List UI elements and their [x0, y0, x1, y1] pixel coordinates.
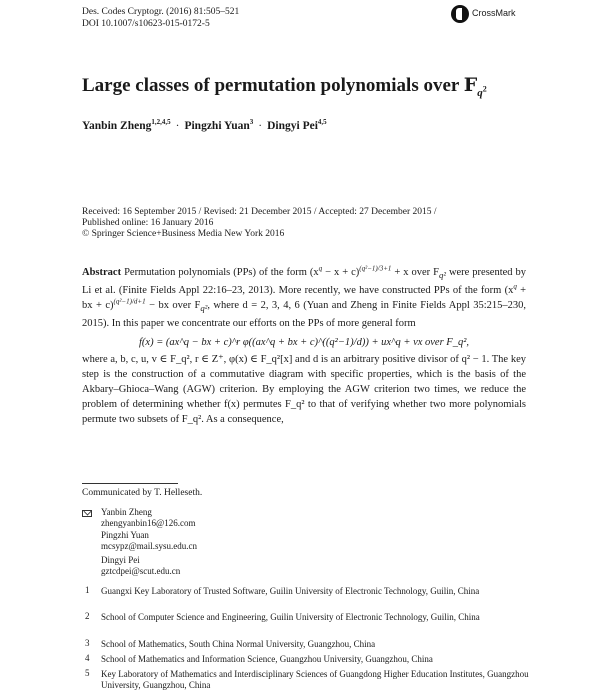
- doi[interactable]: DOI 10.1007/s10623-015-0172-5: [82, 19, 210, 29]
- affiliation-text: School of Computer Science and Engineering, Guilin University of Electronic Technology, Guilin, China: [101, 612, 480, 622]
- author-name: Pingzhi Yuan: [184, 120, 250, 132]
- footnote-divider: [82, 483, 178, 484]
- paper-title: Large classes of permutation polynomials over $F_{q^2}$: [82, 74, 487, 99]
- affiliation-text: School of Mathematics, South China Normal University, Guangzhou, China: [101, 639, 376, 649]
- journal-citation: Des. Codes Cryptogr. (2016) 81:505–521: [82, 7, 240, 17]
- publication-dates: Received: 16 September 2015 / Revised: 21 December 2015 / Accepted: 27 December 2015 / Published online: 16 January 2016 © Springer Science+Business Media New York 2016: [82, 207, 437, 239]
- affiliation-number: 3: [85, 638, 90, 648]
- envelope-icon: [82, 510, 92, 517]
- communicated-by: Communicated by T. Helleseth.: [82, 488, 203, 498]
- email-link[interactable]: zhengyanbin16@126.com: [101, 518, 196, 528]
- affiliation-text: School of Mathematics and Information Science, Guangzhou University, Guangzhou, China: [101, 654, 433, 664]
- contact-entry: Dingyi Pei gztcdpei@scut.edu.cn: [101, 555, 181, 576]
- email-link[interactable]: mcsypz@mail.sysu.edu.cn: [101, 541, 198, 551]
- abstract: Abstract Permutation polynomials (PPs) of the form $(x^q - x + c)^{(q^2-1)/3+1} + x$ over $F_{q^2}$ were presented by Li et al. (Finite Fields Appl 22:16–23, 2013). More recently, we have constructed PPs of the form ($x^q$ + bx + c)$^{(q^2-1)/d+1}$ − bx over $F_{q^2}$, where d = 2, 3, 4, 6 (Yuan and Zheng in Finite Fields Appl 35:215–230, 2015). In this paper we concentrate our efforts on the PPs of more general form f(x) = (ax^q − bx + c)^r φ((ax^q + bx + c)^((q²−1)/d)) + ux^q + vx over F_q², where a, b, c, u, v ∈ F_q², r ∈ Z⁺, φ(x) ∈ F_q²[x] and d is an arbitrary positive divisor of q² − 1. The key step is the construction of a commutative diagram with specific properties, which is the basis of the Akbary–Ghioca–Wang (AGW) criterion. By employing the AGW criterion two times, we reduce the problem of determining whether f(x) permutes F_q² to that of verifying whether two more polynomials permute two subsets of F_q². As a consequence,: [82, 264, 527, 426]
- affiliation-text: Guangxi Key Laboratory of Trusted Software, Guilin University of Electronic Technology, Guilin, China: [101, 586, 480, 596]
- author-name: Yanbin Zheng: [82, 120, 152, 132]
- affiliation-text: Key Laboratory of Mathematics and Interdisciplinary Sciences of Guangdong Higher Education Institutes, Guangzhou University, Guangzhou, China: [101, 669, 529, 690]
- affiliation-number: 5: [85, 668, 90, 678]
- author-list: Yanbin Zheng$^{1,2,4,5}$ · Pingzhi Yuan$^3$ · Dingyi Pei$^{4,5}$: [82, 118, 327, 132]
- contact-entry: Pingzhi Yuan mcsypz@mail.sysu.edu.cn: [101, 530, 198, 551]
- affiliation-number: 4: [85, 653, 90, 663]
- email-link[interactable]: gztcdpei@scut.edu.cn: [101, 566, 181, 576]
- affiliation-number: 2: [85, 611, 90, 621]
- affiliation-number: 1: [85, 585, 90, 595]
- main-equation: f(x) = (ax^q − bx + c)^r φ((ax^q + bx + c)^((q²−1)/d)) + ux^q + vx over F_q²,: [139, 337, 469, 349]
- contact-entry: Yanbin Zheng zhengyanbin16@126.com: [101, 507, 196, 528]
- abstract-label: Abstract: [82, 267, 122, 278]
- crossmark-icon[interactable]: [451, 5, 469, 23]
- crossmark-label[interactable]: CrossMark: [472, 8, 516, 18]
- author-name: Dingyi Pei: [267, 120, 318, 132]
